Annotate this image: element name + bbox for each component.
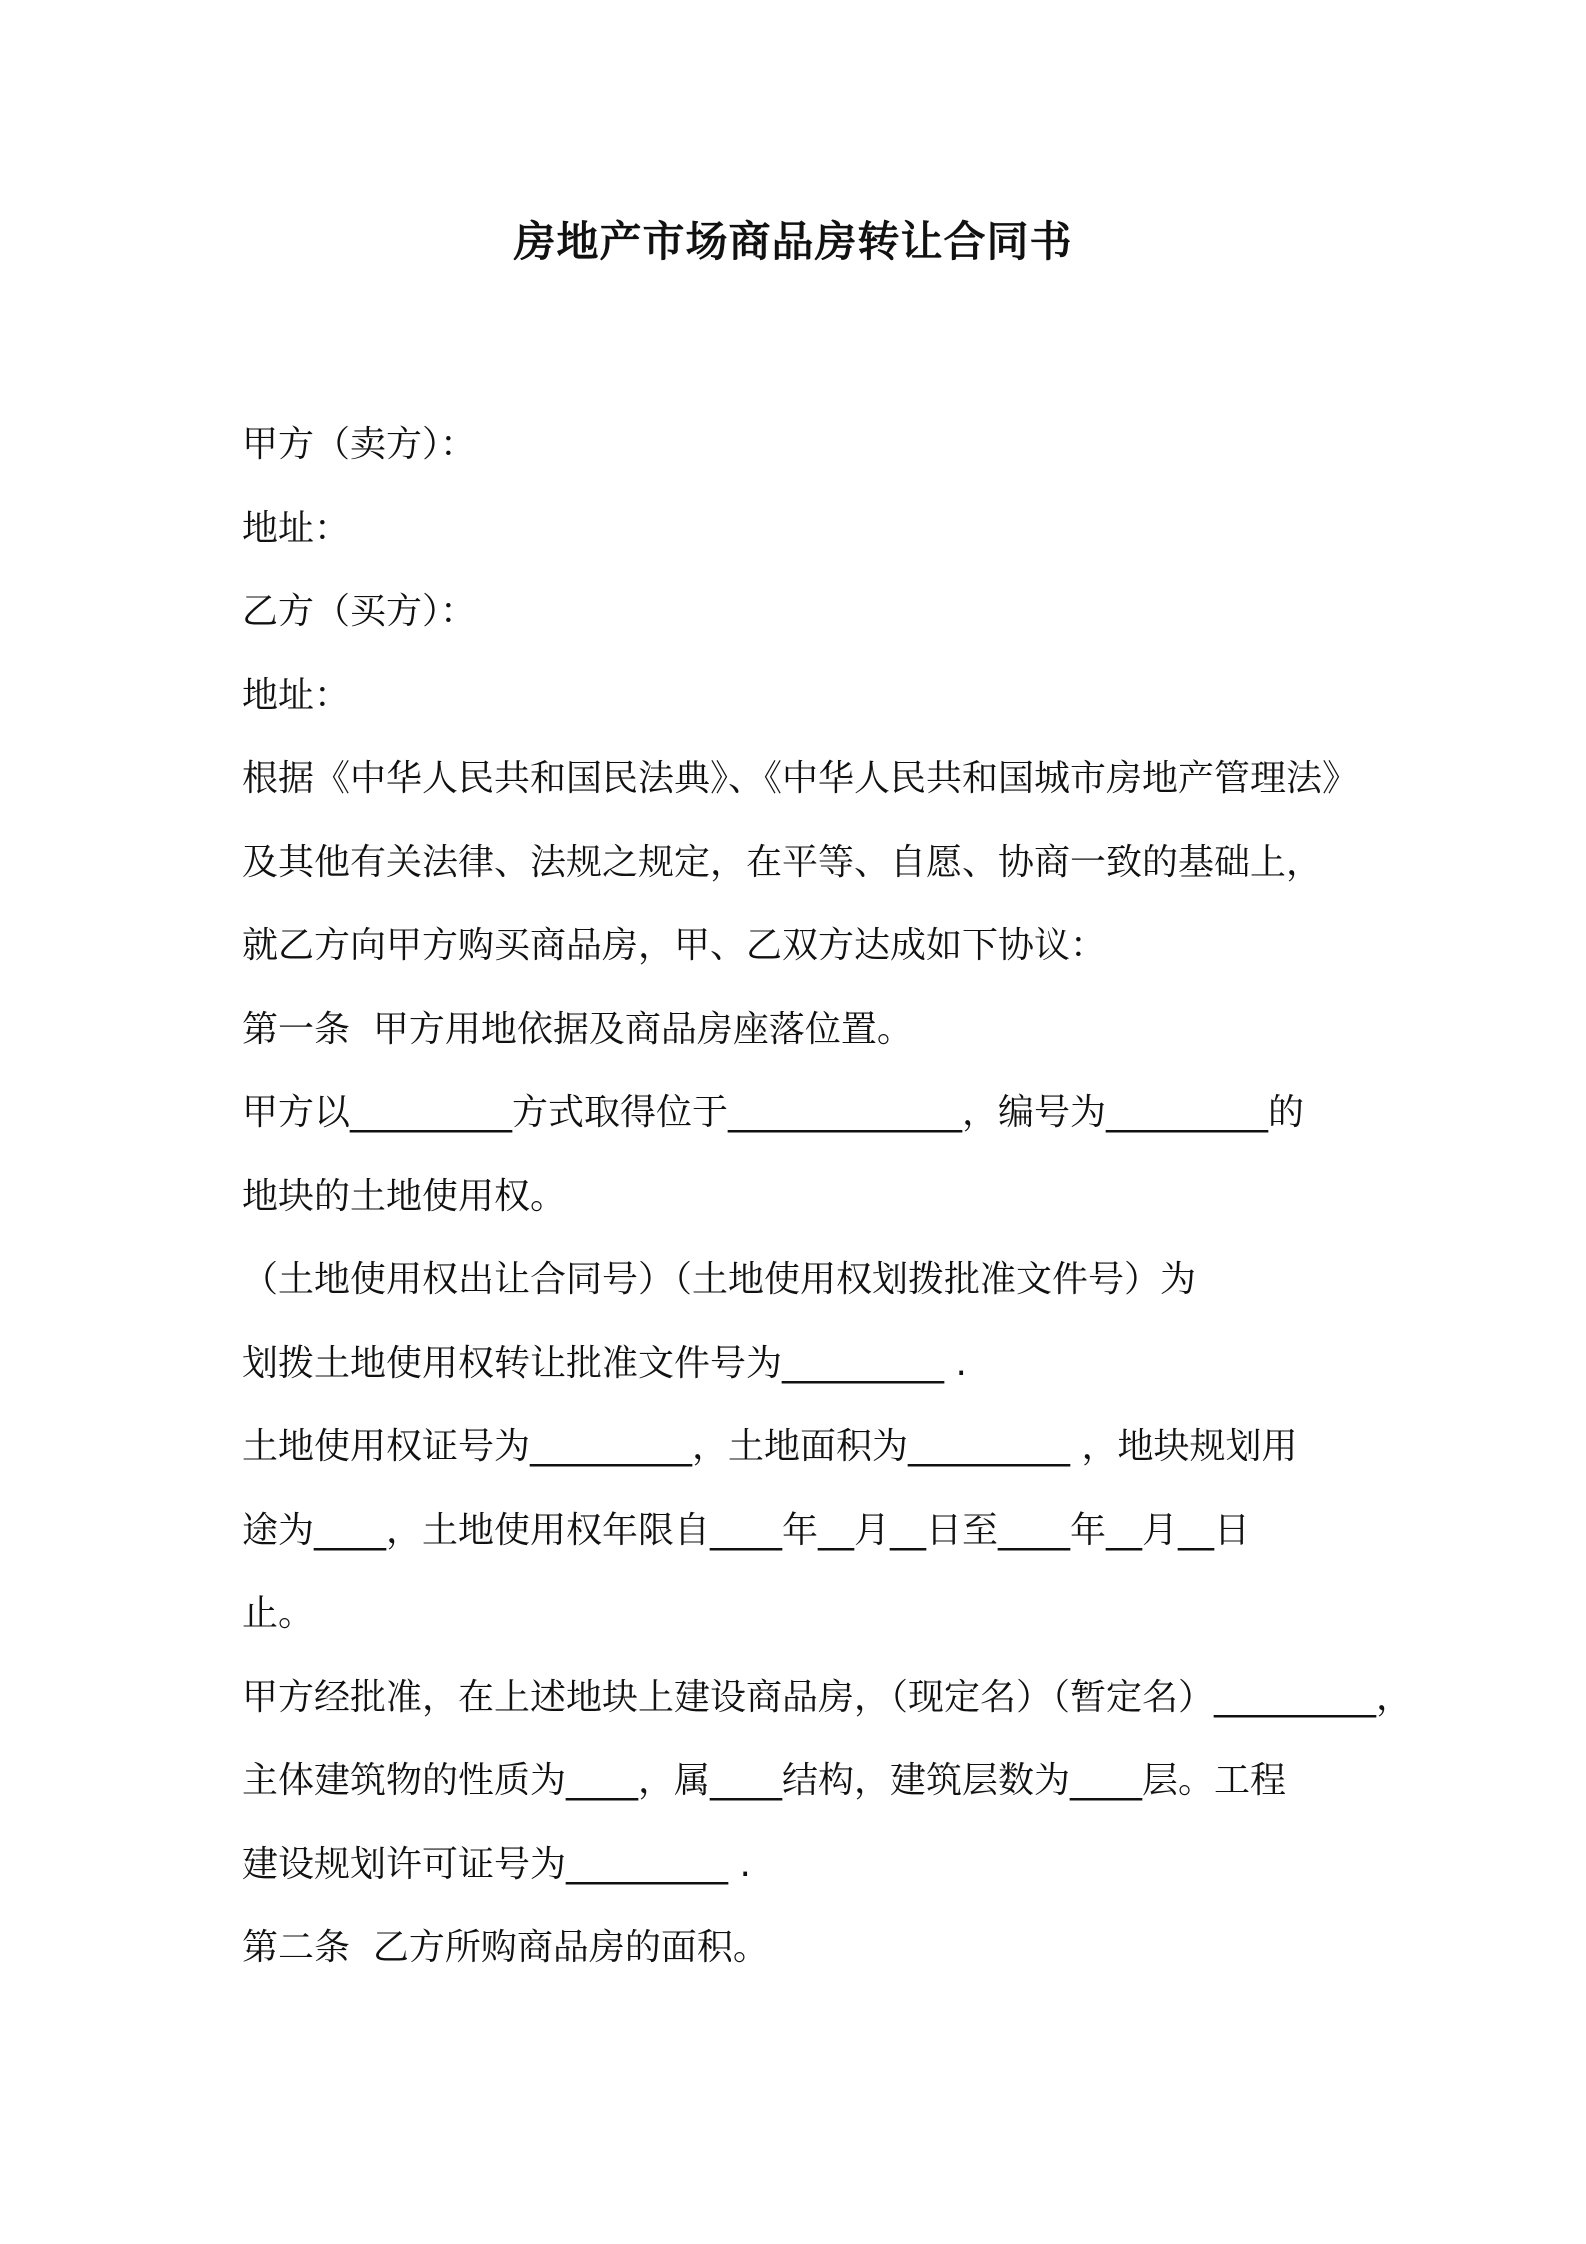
transfer-approval-line: 划拨土地使用权转让批准文件号为_________ . <box>242 1342 967 1384</box>
land-acquisition-line-1: 甲方以_________方式取得位于_____________，编号为_________的 <box>242 1092 1305 1133</box>
land-contract-number-line: （土地使用权出让合同号）（土地使用权划拨批准文件号）为 <box>242 1259 1197 1300</box>
document-title: 房地产市场商品房转让合同书 <box>513 217 1073 266</box>
legal-basis-line-1: 根据《中华人民共和国民法典》、《中华人民共和国城市房地产管理法》 <box>242 758 1359 799</box>
contract-body <box>242 403 1413 1990</box>
seller-label: 甲方（卖方）： <box>242 424 477 465</box>
article-two-heading: 第二条 乙方所购商品房的面积。 <box>242 1927 769 1968</box>
land-certificate-line-3: 止。 <box>242 1593 315 1634</box>
buyer-address-label: 地址： <box>242 674 351 716</box>
article-one-heading: 第一条 甲方用地依据及商品房座落位置。 <box>242 1008 913 1050</box>
buyer-label: 乙方（买方）： <box>242 591 477 632</box>
land-acquisition-line-2: 地块的土地使用权。 <box>242 1175 567 1217</box>
legal-basis-line-2: 及其他有关法律、法规之规定，在平等、自愿、协商一致的基础上， <box>242 841 1323 883</box>
construction-line-3: 建设规划许可证号为_________ . <box>242 1843 751 1885</box>
construction-line-1: 甲方经批准，在上述地块上建设商品房，（现定名）（暂定名）_________， <box>242 1676 1413 1718</box>
seller-address-label: 地址： <box>242 507 351 549</box>
construction-line-2: 主体建筑物的性质为____，属____结构，建筑层数为____层。工程 <box>242 1760 1287 1801</box>
land-certificate-line-2: 途为____，土地使用权年限自____年__月__日至____年__月__日 <box>242 1509 1251 1551</box>
legal-basis-line-3: 就乙方向甲方购买商品房，甲、乙双方达成如下协议： <box>242 925 1107 966</box>
land-certificate-line-1: 土地使用权证号为_________，土地面积为_________ ，地块规划用 <box>242 1426 1298 1467</box>
